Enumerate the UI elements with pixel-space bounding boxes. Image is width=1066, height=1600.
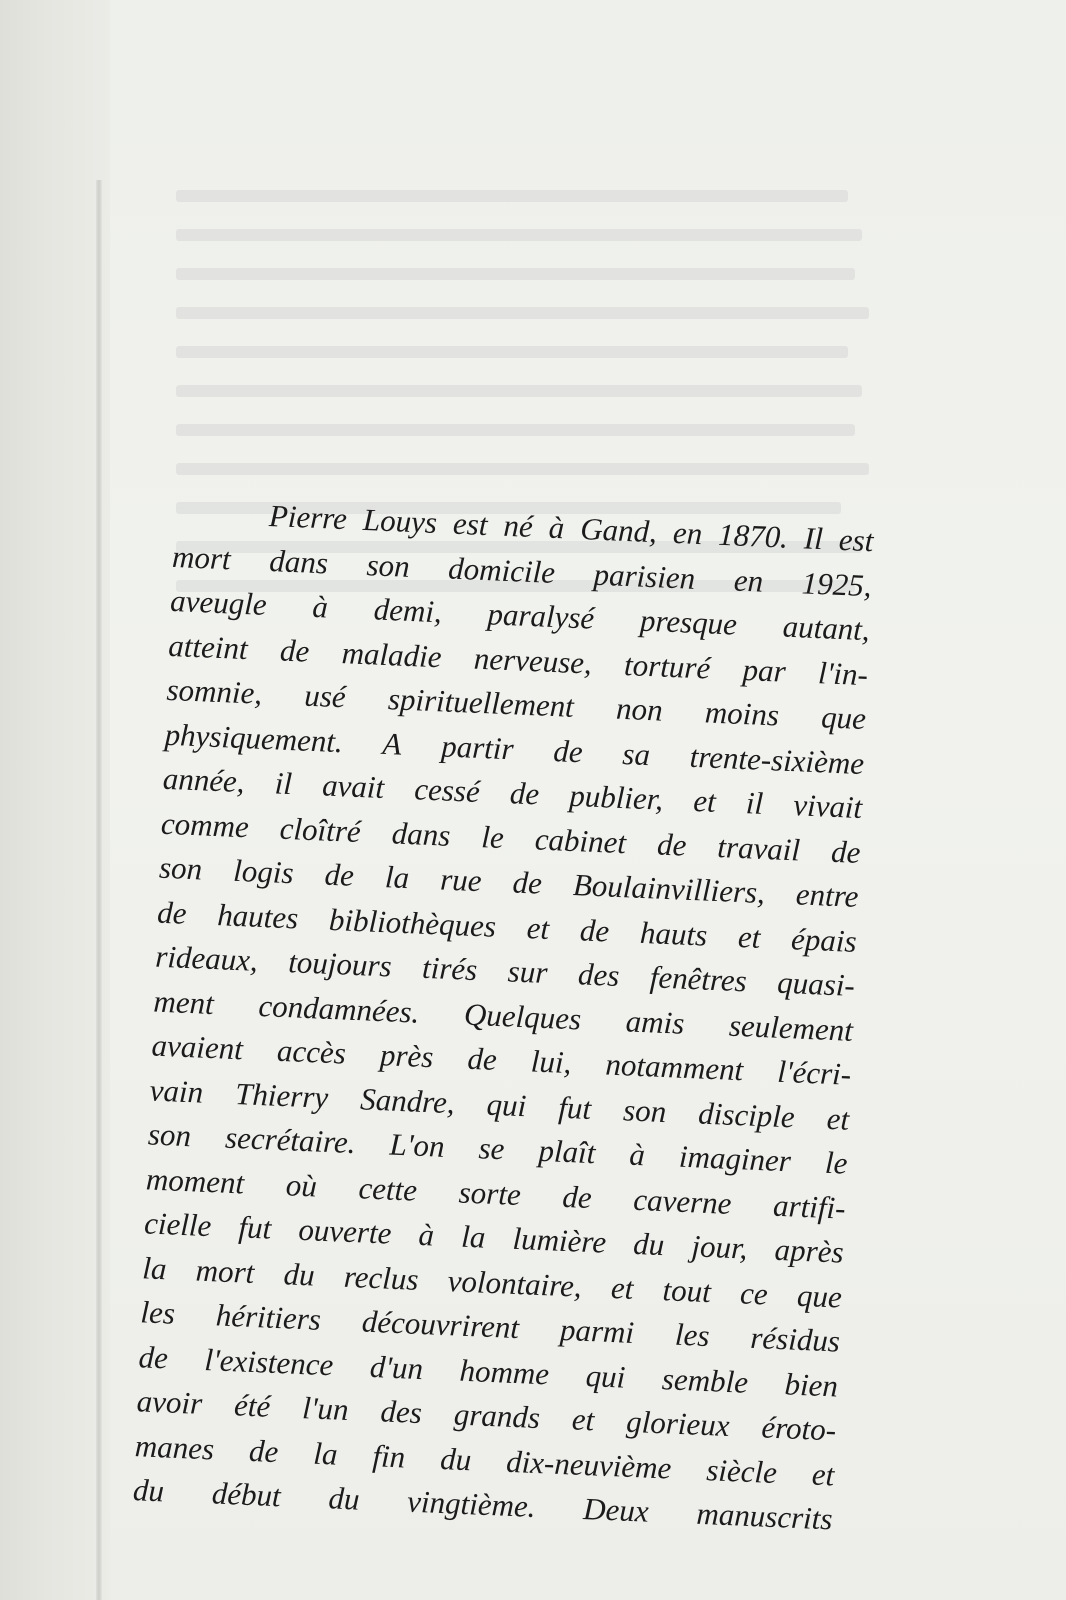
word: de: [248, 1432, 280, 1469]
word: la: [312, 1435, 339, 1472]
word: trente-sixième: [689, 738, 865, 781]
word: l'écri-: [776, 1053, 852, 1092]
word: fin: [371, 1437, 406, 1474]
page-edge-shadow: [96, 180, 102, 1600]
word: du: [632, 1225, 666, 1263]
word: son: [158, 849, 203, 887]
word: semble: [661, 1360, 749, 1400]
word: seulement: [728, 1007, 854, 1048]
word: domicile: [447, 550, 556, 590]
word: accès: [276, 1032, 347, 1071]
word: le: [824, 1144, 849, 1181]
word: le: [480, 818, 505, 855]
word: notamment: [604, 1046, 744, 1088]
word: qui: [585, 1357, 627, 1395]
word: maladie: [341, 634, 443, 674]
word: né: [502, 507, 534, 544]
word: l'un: [301, 1390, 350, 1428]
word: autant,: [782, 608, 871, 648]
word: début: [211, 1475, 282, 1514]
word: éroto-: [760, 1409, 837, 1448]
word: cette: [357, 1169, 418, 1208]
word: fut: [237, 1209, 273, 1246]
word: avaient: [151, 1027, 244, 1067]
word: que: [820, 699, 867, 737]
word: de: [656, 826, 688, 863]
word: Gand,: [579, 511, 658, 550]
word: du: [282, 1255, 316, 1293]
word: spirituellement: [387, 681, 575, 724]
word: moins: [704, 694, 780, 733]
word: presque: [639, 602, 738, 642]
word: vivait: [792, 787, 863, 826]
word: usé: [303, 677, 347, 715]
word: il: [745, 785, 764, 821]
word: par: [742, 651, 787, 689]
word: de: [830, 833, 862, 870]
word: reclus: [343, 1258, 420, 1297]
word: et: [737, 918, 762, 955]
word: à: [311, 588, 329, 625]
word: en: [733, 562, 764, 599]
word: de: [511, 864, 543, 901]
word: à: [417, 1216, 435, 1253]
word: 1870.: [717, 516, 789, 555]
word: Thierry: [234, 1075, 329, 1115]
word: de: [156, 894, 188, 931]
word: les: [674, 1316, 711, 1354]
word: vain: [149, 1071, 204, 1110]
word: comme: [160, 805, 250, 844]
word: toujours: [287, 944, 393, 984]
word: l'in-: [817, 654, 869, 692]
word: entre: [795, 876, 860, 914]
word: secrétaire.: [224, 1119, 357, 1161]
word: et: [610, 1269, 635, 1306]
word: et: [811, 1456, 836, 1492]
word: rideaux,: [154, 938, 259, 978]
word: plaît: [537, 1132, 597, 1171]
word: du: [327, 1480, 361, 1517]
word: dans: [268, 542, 329, 580]
word: et: [692, 782, 717, 819]
word: épais: [790, 920, 858, 959]
word: son: [622, 1091, 668, 1129]
word: héritiers: [215, 1297, 322, 1337]
word: caverne: [632, 1181, 733, 1221]
word: cessé: [413, 771, 481, 810]
word: condamnées.: [257, 987, 421, 1030]
word: demi,: [373, 591, 443, 630]
word: siècle: [705, 1451, 778, 1490]
word: dans: [391, 814, 452, 853]
word: été: [233, 1387, 272, 1424]
word: tirés: [421, 949, 479, 988]
word: sa: [621, 735, 651, 772]
word: cloîtré: [279, 810, 362, 849]
word: des: [379, 1393, 423, 1431]
word: où: [285, 1166, 318, 1204]
word: torturé: [623, 646, 712, 686]
word: et: [826, 1100, 850, 1137]
word: cabinet: [534, 820, 627, 860]
word: parmi: [559, 1311, 635, 1350]
word: Sandre,: [359, 1080, 456, 1120]
word: grands: [453, 1396, 541, 1436]
word: découvrirent: [361, 1303, 520, 1346]
word: quasi-: [776, 964, 856, 1003]
word: bibliothèques: [328, 901, 497, 944]
word: de: [466, 1040, 498, 1077]
word: Pierre: [268, 497, 348, 537]
word: est: [838, 521, 875, 559]
word: publier,: [568, 777, 664, 817]
word: année,: [162, 760, 246, 800]
word: et: [526, 909, 550, 946]
word: que: [796, 1277, 843, 1315]
word: volontaire,: [447, 1262, 583, 1304]
word: en: [672, 514, 703, 552]
word: glorieux: [625, 1403, 731, 1444]
word: amis: [625, 1002, 686, 1041]
word: paralysé: [486, 596, 595, 636]
word: jour,: [690, 1228, 749, 1266]
word: est: [452, 505, 489, 543]
word: de: [279, 632, 311, 669]
word: sorte: [458, 1174, 522, 1212]
word: son: [147, 1116, 192, 1154]
word: aveugle: [169, 582, 268, 622]
body-paragraph: [132, 490, 874, 1542]
word: A: [381, 725, 403, 762]
word: cielle: [143, 1205, 213, 1244]
word: artifi-: [772, 1187, 847, 1226]
word: mort: [171, 538, 232, 576]
word: ment: [152, 983, 215, 1021]
word: avoir: [136, 1383, 203, 1421]
word: de: [561, 1178, 593, 1215]
word: non: [615, 690, 664, 728]
word: manuscrits: [695, 1495, 834, 1537]
word: des: [577, 956, 621, 994]
word: parisien: [592, 556, 696, 596]
word: de: [137, 1338, 169, 1375]
word: de: [509, 775, 540, 812]
word: qui: [486, 1086, 528, 1123]
word: dix-neuvième: [505, 1443, 673, 1486]
word: travail: [716, 828, 801, 867]
word: Il: [803, 520, 824, 557]
word: après: [773, 1231, 845, 1270]
word: à: [548, 509, 566, 546]
word: les: [139, 1294, 176, 1331]
word: imaginer: [678, 1138, 792, 1179]
word: de: [552, 732, 584, 769]
word: avait: [321, 767, 385, 806]
word: vingtième.: [406, 1483, 537, 1524]
word: il: [274, 765, 293, 802]
word: la: [141, 1249, 168, 1286]
word: hauts: [639, 914, 708, 953]
word: son: [365, 546, 411, 584]
word: résidus: [749, 1319, 841, 1359]
word: homme: [458, 1352, 550, 1391]
word: logis: [232, 852, 295, 891]
word: du: [132, 1472, 165, 1509]
word: ouverte: [297, 1211, 393, 1251]
word: somnie,: [165, 671, 263, 711]
word: disciple: [697, 1094, 796, 1134]
word: Deux: [582, 1491, 650, 1529]
word: à: [628, 1136, 646, 1173]
word: la: [460, 1218, 487, 1255]
word: du: [439, 1440, 472, 1477]
word: de: [323, 856, 355, 893]
word: l'existence: [203, 1341, 335, 1382]
word: physiquement.: [164, 716, 344, 759]
word: mort: [195, 1252, 256, 1290]
word: Quelques: [463, 996, 582, 1036]
word: lumière: [511, 1220, 607, 1260]
word: sur: [507, 953, 549, 991]
word: 1925,: [801, 564, 873, 603]
word: d'un: [369, 1348, 424, 1386]
word: fut: [557, 1089, 592, 1126]
word: bien: [783, 1365, 839, 1404]
word: et: [571, 1401, 596, 1438]
word: nerveuse,: [473, 640, 593, 681]
word: tout: [662, 1271, 712, 1309]
word: hautes: [216, 896, 300, 936]
word: fenêtres: [649, 959, 748, 999]
word: de: [579, 911, 610, 949]
word: L'on: [388, 1126, 446, 1164]
word: se: [477, 1130, 506, 1167]
word: ce: [739, 1274, 769, 1312]
word: la: [384, 859, 410, 896]
word: Boulainvilliers,: [572, 867, 766, 911]
book-gutter: [0, 0, 120, 1600]
word: manes: [134, 1427, 215, 1466]
word: Louys: [362, 501, 438, 540]
word: près: [379, 1037, 435, 1075]
word: partir: [440, 727, 515, 766]
word: lui,: [530, 1043, 573, 1081]
word: atteint: [167, 627, 249, 666]
word: moment: [145, 1160, 245, 1200]
word: rue: [439, 861, 483, 899]
